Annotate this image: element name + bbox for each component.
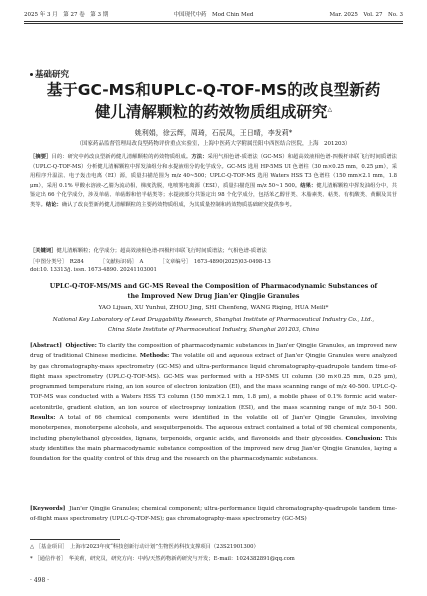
abstract-cn-method: 采用气相色谱-质谱法（GC-MS）和超高效液相色谱-四极杆串联飞行时间质谱法（UPLC-Q-TOF-MS）分析健儿清解颗粒中挥发油组分和水提液组分的化学成分。GC-MS 选用 HP-5MS UI 色谱柱（30 m×0.25 mm，0.25 μm），采用程序升温法、电子轰击电离（EI）源，质量扫描范围为 m/z 40~500；UPLC-Q-TOF-MS 选用 Waters HSS T3 色谱柱（150 mm×2.1 mm，1.8 μm），采用 0.1% 甲酸水溶液-乙腈为流动相，梯度洗脱，电喷雾电离源（ESI），质量扫描范围 m/z 50~1 500。 — [30, 154, 397, 189]
keywords-en-text: Jian'er Qingjie Granules; chemical component; ultra-performance liquid chromatography-quadrupole tandem time-of-flight mass spectrometry (UPLC-Q-TOF-MS); gas chromatography-mass spectrometry (GC-MS) — [30, 506, 397, 523]
title-footnote-mark: △ — [327, 106, 333, 113]
header-rule-top — [24, 21, 403, 22]
abstract-cn-conclusion-label: 结论： — [45, 201, 62, 208]
affiliation-en-line-1: National Key Laboratory of Lead Druggability Research, Shanghai Institute of Pharmaceutical Industry Co., Ltd., — [52, 317, 375, 323]
abstract-cn-result: 健儿清解颗粒中挥发油组分中，共鉴定出 66 个化学成分，涉及单萜、单萜醇和倍半萜类等；水提液部分共鉴定出 98 个化学成分，包括苯乙醇苷类、木脂素类、萜类、有机酸类、黄酮及其苷类等。 — [30, 182, 397, 208]
title-en-line-2: the Improved New Drug Jian'er Qingjie Granules — [127, 293, 300, 300]
authors-en: YAO Lijuan, XU Yunhui, ZHOU Jing, SHI Chenfeng, WANG Riqing, HUA Meili* — [98, 305, 329, 311]
footnote-rule — [30, 539, 120, 540]
doi: doi:10. 13313/j. issn. 1673-4890. 20241103001 — [30, 267, 157, 273]
keywords-cn — [30, 247, 397, 257]
abstract-en-methods: The volatile oil and aqueous extract of Jian'er Qingjie Granules were analyzed by gas chromatography-mass spectrometry (GC-MS) and ultra-performance liquid chromatography-quadrupole tandem time-of-flight mass spectrometry (UPLC-Q-TOF-MS). GC-MS was performed with a HP-5MS UI column (30 m×0.25 mm, 0.25 μm), programmed temperature rising, an ion source of electron ionization (EI), and the mass scanning range of m/z 40-500. UPLC-Q-TOF-MS was conducted with a Waters HSS T3 column (150 mm×2.1 mm, 1.8 μm), a mobile phase of 0.1% formic acid water-acetonitrile, gradient elution, an ion source of electrospray ionization (ESI), and the mass scanning range of m/z 50-1 500. — [30, 353, 398, 411]
footnote-corresponding-author: * ［通信作者］ 华美莉，研究员，研究方向：中药/天然药物新药研究与开发；E-mail：1024382891@qq.com — [30, 556, 295, 562]
section-label-text: 基础研究 — [35, 70, 70, 80]
paper-title-cn — [30, 80, 397, 122]
affiliation-en — [40, 316, 387, 335]
title-en-line-1: UPLC-Q-TOF-MS/MS and GC-MS Reveal the Composition of Pharmacodynamic Substances of — [49, 283, 378, 290]
abstract-en-label: [Abstract] — [30, 343, 62, 349]
classification-row — [30, 257, 397, 265]
article-id: ［文章编号］ 1673-4890(2025)03-0498-13 — [159, 259, 271, 265]
header-center: 中国现代中药 Mod Chin Med — [173, 12, 254, 18]
abstract-en-methods-label: Methods: — [139, 353, 170, 360]
abstract-en-results-label: Results: — [30, 415, 56, 422]
section-label — [30, 68, 69, 80]
abstract-cn-method-label: 方法： — [191, 154, 208, 160]
header-rule-bottom — [24, 23, 403, 24]
abstract-cn-label: ［摘要］ — [30, 154, 52, 160]
title-line-2-text: 健儿清解颗粒的药效物质组成研究 — [94, 103, 328, 122]
keywords-en — [30, 504, 397, 525]
title-line-1: 基于GC-MS和UPLC-Q-TOF-MS的改良型新药 — [46, 81, 381, 99]
abstract-cn — [30, 153, 397, 210]
abstract-cn-result-label: 结果： — [300, 182, 317, 189]
header-right: Mar. 2025 Vol. 27 No. 3 — [329, 12, 403, 18]
running-header — [24, 9, 403, 19]
keywords-cn-label: ［关键词］ — [30, 248, 57, 254]
abstract-en-conclusion-label: Conclusion: — [345, 435, 383, 442]
page-number: · 498 · — [30, 577, 50, 584]
abstract-en-objective: To clarify the composition of pharmacodynamic substances in Jian'er Qingjie Granules, an improved new drug of traditional Chinese medicine. — [30, 343, 397, 360]
document-code: ［文献标识码］ A — [99, 259, 144, 265]
abstract-en-results: A total of 66 chemical components were identified in the volatile oil of Jian'er Qingjie Granules, involving monoterpenes, monoterpene alcohols, and sesquiterpenoids. The aqueous extract contained a total of 98 chemical components, including phenylethanol glycosides, lignans, terpenoids, organic acids, and flavonoids and their glycosides. — [30, 415, 397, 442]
authors-cn: 姚利娟，徐云辉，周琦，石辰凤，王日晴，李发莉* — [134, 129, 293, 137]
abstract-cn-objective: 目的：研究中药改良型新药健儿清解颗粒的药效物质组成。 — [51, 154, 192, 160]
clc-number: ［中图分类号］ R284 — [30, 259, 84, 265]
abstract-cn-conclusion: 确认了改良型新药健儿清解颗粒的主要药效物质组成，为其质量控制和药效物质基础研究提供参考。 — [61, 201, 295, 208]
footnote-fund: △ ［基金项目］ 上海市2023年度“科技创新行动计划”生物医药科技支撑项目（23S21901300） — [30, 544, 259, 550]
abstract-en — [30, 341, 397, 465]
keywords-en-label: [Keywords] — [30, 506, 66, 512]
paper-title-en — [30, 282, 397, 302]
abstract-en-objective-label: Objective: — [65, 343, 97, 349]
bullet-icon — [30, 73, 33, 76]
affiliation-cn: （国家药品监督管理局改良型药物评价重点实验室，上海中医药大学附属岳阳中西医结合医院，上海 201203） — [76, 141, 351, 147]
title-line-2 — [30, 100, 397, 122]
affiliation-en-line-2: China State Institute of Pharmaceutical Industry, Shanghai 201203, China — [107, 326, 320, 333]
abstract-en-conclusion: This study identifies the main pharmacodynamic substance composition of the improved new drug Jian'er Qingjie Granules, laying a foundation for the quality control of this drug and the research on the pharmacodynamic substances. — [30, 435, 397, 463]
header-left: 2025 年 3 月 第 27 卷 第 3 期 — [24, 12, 109, 18]
keywords-cn-text: 健儿清解颗粒；化学成分；超高效液相色谱-四极杆串联飞行时间质谱法；气相色谱-质谱法 — [56, 248, 267, 254]
